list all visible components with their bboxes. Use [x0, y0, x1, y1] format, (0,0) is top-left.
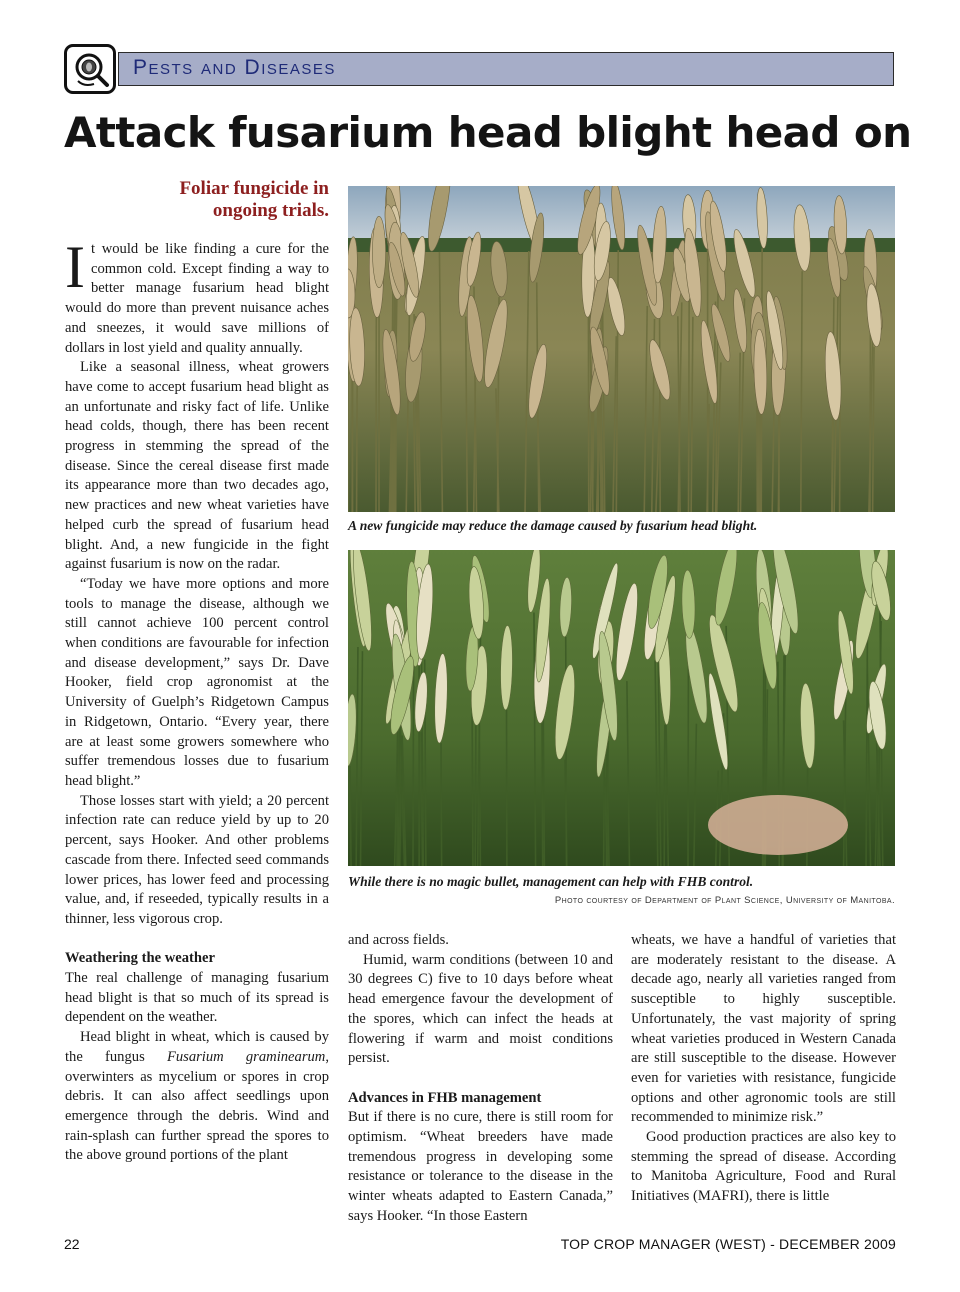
body-column-3	[631, 931, 896, 1207]
body-paragraph: Humid, warm conditions (between 10 and 30 degrees C) five to 10 days before wheat head emergence favour the development of the spores, which can infect the heads at flowering if warm and moist conditions persist.	[348, 951, 613, 1067]
body-paragraph: Good production practices are also key to stemming the spread of disease. According to Manitoba Agriculture, Food and Rural Initiatives (MAFRI), there is little	[631, 1129, 896, 1205]
paragraph-text: t would be like finding a cure for the common cold. Except finding a way to better manage fusarium head blight would do more than prevent nuisance aches and sneezes, it would save millions of dollars in lost yield and quality annually.	[65, 241, 329, 356]
photo-credit: Photo courtesy of Department of Plant Science, University of Manitoba.	[554, 895, 895, 906]
body-column-2	[348, 931, 613, 1227]
section-label: Pests and Diseases	[133, 56, 336, 79]
infected-wheat-heads-photo	[348, 550, 895, 866]
photo-caption-2: While there is no magic bullet, management can help with FHB control.	[348, 874, 754, 889]
paragraph-text: Head blight in wheat, which is caused by the fungus	[65, 1029, 329, 1065]
drop-cap: I	[65, 234, 85, 300]
subhead-weather: Weathering the weather	[65, 950, 215, 967]
body-paragraph: “Today we have more options and more tools to manage the disease, although we still cannot achieve 100 percent control when conditions are favourable for infection and disease development,” says Dr. Dave Hooker, field crop agronomist at the University of Guelph’s Ridgetown Campus in Ridgetown, Ontario. “Every year, there are at least some growers somewhere who suffer tremendous losses due to fusarium head blight.”	[65, 575, 329, 789]
section-label-bar	[118, 52, 894, 86]
photo-caption-1: A new fungicide may reduce the damage caused by fusarium head blight.	[348, 518, 758, 533]
body-paragraph: Those losses start with yield; a 20 percent infection rate can reduce yield by up to 20 percent, says Hooker. And other problems cascade from there. Infected seed commands lower prices, has lower feed and processing value, and, if reseeded, typically results in a thinner, less vigorous crop.	[65, 792, 329, 927]
magnifier-bug-icon	[64, 44, 116, 94]
body-paragraph	[65, 234, 329, 358]
paragraph-text: , overwinters as mycelium or spores in crop debris. It can also affect seedlings upon emergence through the debris. Wind and rain-splash can further spread the spores to the above ground portions of the plant	[65, 1048, 329, 1164]
article-deck: Foliar fungicide in ongoing trials.	[179, 178, 329, 221]
body-paragraph: wheats, we have a handful of varieties that are moderately resistant to the disease. A decade ago, nearly all varieties ranged from susceptible to highly susceptible. Unfortunately, the vast majority of spring wheat varieties produced in Western Canada are still susceptible to the disease. However even for varieties with resistance, fungicide options and other agronomic tools are still recommended to minimize risk.”	[631, 932, 896, 1126]
publication-line: TOP CROP MANAGER (WEST) - DECEMBER 2009	[560, 1236, 896, 1252]
article-title: Attack fusarium head blight head on	[64, 108, 912, 157]
body-paragraph: But if there is no cure, there is still room for optimism. “Wheat breeders have made tremendous progress in developing some resistance or tolerance to the disease in the winter wheats adapted to Eastern Canada,” says Hooker. “In those Eastern	[348, 1109, 613, 1224]
subhead-advances: Advances in FHB management	[348, 1089, 542, 1106]
page-number: 22	[64, 1236, 80, 1252]
body-paragraph	[65, 1028, 329, 1166]
body-paragraph: Like a seasonal illness, wheat growers have come to accept fusarium head blight as an unfortunate and risky fact of life. Unlike head colds, though, there has been recent progress in stemming the spread of the disease. Since the cereal disease first made its appearance more than two decades ago, new practices and new wheat varieties have helped curb the spread of fusarium head blight. And, a new fungicide in the fight against fusarium is now on the radar.	[65, 359, 329, 573]
section-header	[64, 44, 896, 96]
body-paragraph: The real challenge of managing fusarium head blight is that so much of its spread is dependent on the weather.	[65, 970, 329, 1026]
wheat-field-photo	[348, 186, 895, 512]
body-paragraph: and across fields.	[348, 932, 449, 948]
body-column-1	[65, 234, 329, 1166]
species-name: Fusarium graminearum	[166, 1048, 326, 1065]
